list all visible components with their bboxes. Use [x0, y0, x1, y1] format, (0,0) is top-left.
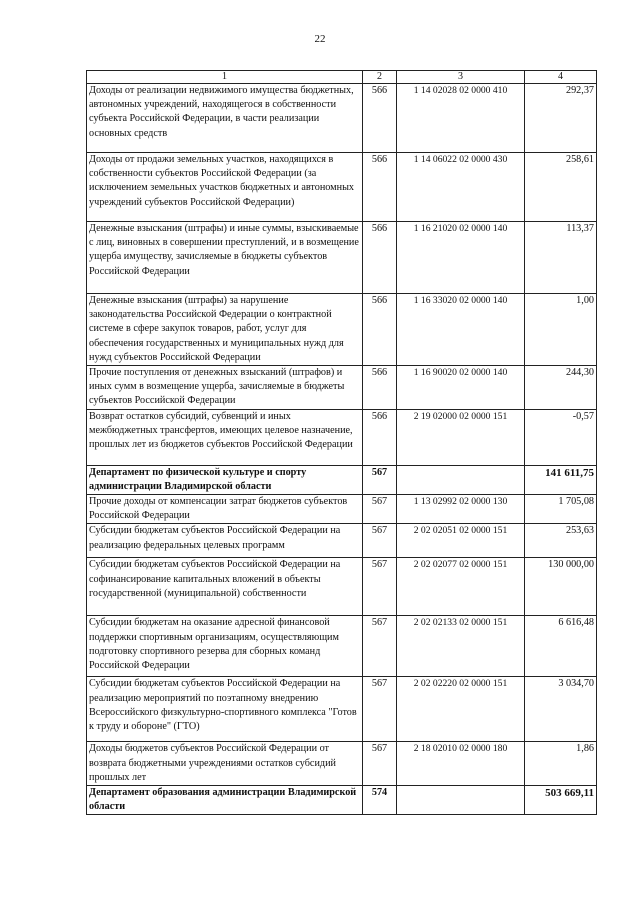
table-row: [87, 524, 597, 558]
revenue-name-cell: Прочие доходы от компенсации затрат бюджетов субъектов Российской Федерации: [87, 495, 363, 524]
page-number: 22: [314, 33, 326, 45]
revenue-name-cell: Субсидии бюджетам на оказание адресной финансовой поддержки спортивным организациям, осуществляющим подготовку спортивного резерва для сборных команд Российской Федерации: [87, 616, 363, 677]
column-header: 2: [363, 71, 397, 84]
org-code-cell: 567: [363, 677, 397, 742]
table-row: [87, 742, 597, 786]
revenue-name-cell: Субсидии бюджетам субъектов Российской Федерации на реализацию мероприятий по поэтапному внедрению Всероссийского физкультурно-спортивного комплекса "Готов к труду и обороне" (ГТО): [87, 677, 363, 742]
org-code-cell: 567: [363, 558, 397, 616]
budget-code-cell: 1 14 02028 02 0000 410: [397, 84, 525, 153]
amount-cell: 130 000,00: [525, 558, 597, 616]
revenue-name-cell: Субсидии бюджетам субъектов Российской Федерации на реализацию федеральных целевых программ: [87, 524, 363, 558]
org-code-cell: 566: [363, 153, 397, 222]
table-header-row: [87, 71, 597, 84]
org-code-cell: 566: [363, 294, 397, 366]
table-row: [87, 409, 597, 465]
budget-code-cell: 2 02 02051 02 0000 151: [397, 524, 525, 558]
org-code-cell: 566: [363, 84, 397, 153]
budget-code-cell: 1 16 33020 02 0000 140: [397, 294, 525, 366]
amount-cell: 1,86: [525, 742, 597, 786]
amount-cell: 1 705,08: [525, 495, 597, 524]
revenue-name-cell: Департамент образования администрации Владимирской области: [87, 786, 363, 815]
table-row: [87, 558, 597, 616]
table-body: [87, 84, 597, 815]
revenue-name-cell: Возврат остатков субсидий, субвенций и иных межбюджетных трансфертов, имеющих целевое назначение, прошлых лет из бюджетов субъектов Российской Федерации: [87, 409, 363, 465]
revenue-name-cell: Департамент по физической культуре и спорту администрации Владимирской области: [87, 465, 363, 494]
department-row: [87, 786, 597, 815]
table-row: [87, 616, 597, 677]
revenue-name-cell: Денежные взыскания (штрафы) и иные суммы, взыскиваемые с лиц, виновных в совершении преступлений, и в возмещение ущерба имуществу, зачисляемые в бюджеты субъектов Российской Федерации: [87, 222, 363, 294]
amount-cell: 113,37: [525, 222, 597, 294]
revenue-name-cell: Доходы бюджетов субъектов Российской Федерации от возврата бюджетными учреждениями остатков субсидий прошлых лет: [87, 742, 363, 786]
column-header: 4: [525, 71, 597, 84]
amount-cell: 244,30: [525, 366, 597, 410]
budget-code-cell: 2 02 02220 02 0000 151: [397, 677, 525, 742]
budget-code-cell: 2 02 02133 02 0000 151: [397, 616, 525, 677]
budget-code-cell: 1 13 02992 02 0000 130: [397, 495, 525, 524]
amount-cell: 503 669,11: [525, 786, 597, 815]
org-code-cell: 566: [363, 222, 397, 294]
budget-code-cell: 2 18 02010 02 0000 180: [397, 742, 525, 786]
column-header: 3: [397, 71, 525, 84]
org-code-cell: 566: [363, 366, 397, 410]
org-code-cell: 567: [363, 742, 397, 786]
table-row: [87, 294, 597, 366]
column-header: 1: [87, 71, 363, 84]
table-row: [87, 495, 597, 524]
amount-cell: 253,63: [525, 524, 597, 558]
budget-code-cell: 2 02 02077 02 0000 151: [397, 558, 525, 616]
table-row: [87, 677, 597, 742]
table-row: [87, 153, 597, 222]
revenue-name-cell: Доходы от реализации недвижимого имущества бюджетных, автономных учреждений, находящегося в собственности субъекта Российской Федерации, в части реализации основных средств: [87, 84, 363, 153]
revenue-name-cell: Доходы от продажи земельных участков, находящихся в собственности субъектов Российской Федерации (за исключением земельных участков бюджетных и автономных учреждений субъектов Российской Федерации): [87, 153, 363, 222]
table-row: [87, 222, 597, 294]
amount-cell: 258,61: [525, 153, 597, 222]
org-code-cell: 567: [363, 495, 397, 524]
budget-code-cell: 1 14 06022 02 0000 430: [397, 153, 525, 222]
amount-cell: 1,00: [525, 294, 597, 366]
org-code-cell: 567: [363, 616, 397, 677]
revenue-name-cell: Прочие поступления от денежных взысканий (штрафов) и иных сумм в возмещение ущерба, зачисляемые в бюджеты субъектов Российской Федерации: [87, 366, 363, 410]
org-code-cell: 567: [363, 465, 397, 494]
org-code-cell: 574: [363, 786, 397, 815]
amount-cell: 292,37: [525, 84, 597, 153]
revenue-table: [86, 70, 597, 815]
table-row: [87, 84, 597, 153]
org-code-cell: 567: [363, 524, 397, 558]
budget-code-cell: 1 16 90020 02 0000 140: [397, 366, 525, 410]
amount-cell: 141 611,75: [525, 465, 597, 494]
revenue-name-cell: Денежные взыскания (штрафы) за нарушение законодательства Российской Федерации о контрактной системе в сфере закупок товаров, работ, услуг для обеспечения государственных и муниципальных нужд для нужд субъектов Российской Федерации: [87, 294, 363, 366]
amount-cell: 6 616,48: [525, 616, 597, 677]
revenue-name-cell: Субсидии бюджетам субъектов Российской Федерации на софинансирование капитальных вложений в объекты государственной (муниципальной) собственности: [87, 558, 363, 616]
budget-code-cell: 1 16 21020 02 0000 140: [397, 222, 525, 294]
amount-cell: 3 034,70: [525, 677, 597, 742]
table-row: [87, 366, 597, 410]
budget-code-cell: 2 19 02000 02 0000 151: [397, 409, 525, 465]
department-row: [87, 465, 597, 494]
budget-code-cell: [397, 786, 525, 815]
budget-code-cell: [397, 465, 525, 494]
amount-cell: -0,57: [525, 409, 597, 465]
org-code-cell: 566: [363, 409, 397, 465]
